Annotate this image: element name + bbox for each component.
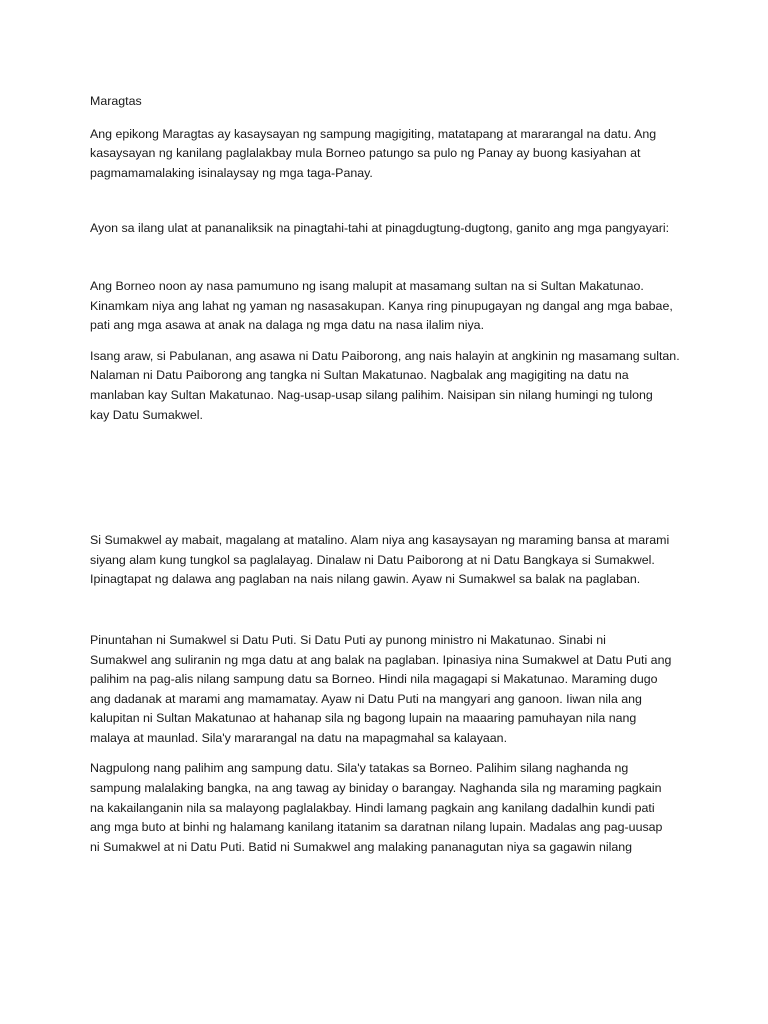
- paragraph-datu-puti: Pinuntahan ni Sumakwel si Datu Puti. Si Datu Puti ay punong ministro ni Makatunao. Sinabi ni Sumakwel ang suliranin ng mga datu at ang balak na paglaban. Ipinasiya nina Sumakwel at Datu Puti ang palihim na pag-alis nilang sampung datu sa Borneo. Hindi nila magagapi si Makatunao. Maraming dugo ang dadanak at marami ang mamamatay. Ayaw ni Datu Puti na mangyari ang ganoon. Iiwan nila ang kalupitan ni Sultan Makatunao at hahanap sila ng bagong lupain na maaaring pamuhayan nila nang malaya at maunlad. Sila'y mararangal na datu na mapagmahal sa kalayaan.: [90, 632, 672, 745]
- paragraph-ayon: Ayon sa ilang ulat at pananaliksik na pinagtahi-tahi at pinagdugtung-dugtong, ganito ang mga pangyayari:: [90, 221, 670, 236]
- paragraph-sumakwel: Si Sumakwel ay mabait, magalang at matalino. Alam niya ang kasaysayan ng maraming bansa at marami siyang alam kung tungkol sa paglalayag. Dinalaw ni Datu Paiborong at ni Datu Bangkaya si Sumakwel. Ipinagtapat ng dalawa ang paglaban na nais nilang gawin. Ayaw ni Sumakwel sa balak na paglaban.: [90, 533, 670, 587]
- document-body: [90, 92, 690, 857]
- document-title: Maragtas: [90, 94, 142, 108]
- paragraph-intro: Ang epikong Maragtas ay kasaysayan ng sampung magigiting, matatapang at mararangal na datu. Ang kasaysayan ng kanilang paglalakbay mula Borneo patungo sa pulo ng Panay ay buong kasiyahan at pagmamamalaking isinalaysay ng mga taga-Panay.: [90, 126, 657, 180]
- paragraph-borneo: Ang Borneo noon ay nasa pamumuno ng isang malupit at masamang sultan na si Sultan Makatunao. Kinamkam niya ang lahat ng yaman ng nasasakupan. Kanya ring pinupugayan ng dangal ang mga babae, pati ang mga asawa at anak na dalaga ng mga datu na nasa ilalim niya.: [90, 278, 673, 333]
- paragraph-pabulanan: Isang araw, si Pabulanan, ang asawa ni Datu Paiborong, ang nais halayin at angkinin ng masamang sultan. Nalaman ni Datu Paiborong ang tangka ni Sultan Makatunao. Nagbalak ang magigiting na datu na manlaban kay Sultan Makatunao. Nag-usap-usap silang palihim. Naisipan sin nilang humingi ng tulong kay Datu Sumakwel.: [90, 348, 680, 422]
- paragraph-pulong: Nagpulong nang palihim ang sampung datu. Sila'y tatakas sa Borneo. Palihim silang naghanda ng sampung malalaking bangka, na ang tawag ay biniday o barangay. Naghanda sila ng maraming pagkain na kakailanganin nila sa malayong paglalakbay. Hindi lamang pagkain ang kanilang dadalhin kundi pati ang mga buto at binhi ng halamang kanilang itatanim sa daratnan nilang lupain. Madalas ang pag-uusap ni Sumakwel at ni Datu Puti. Batid ni Sumakwel ang malaking pananagutan niya sa gagawin nilang: [90, 761, 663, 854]
